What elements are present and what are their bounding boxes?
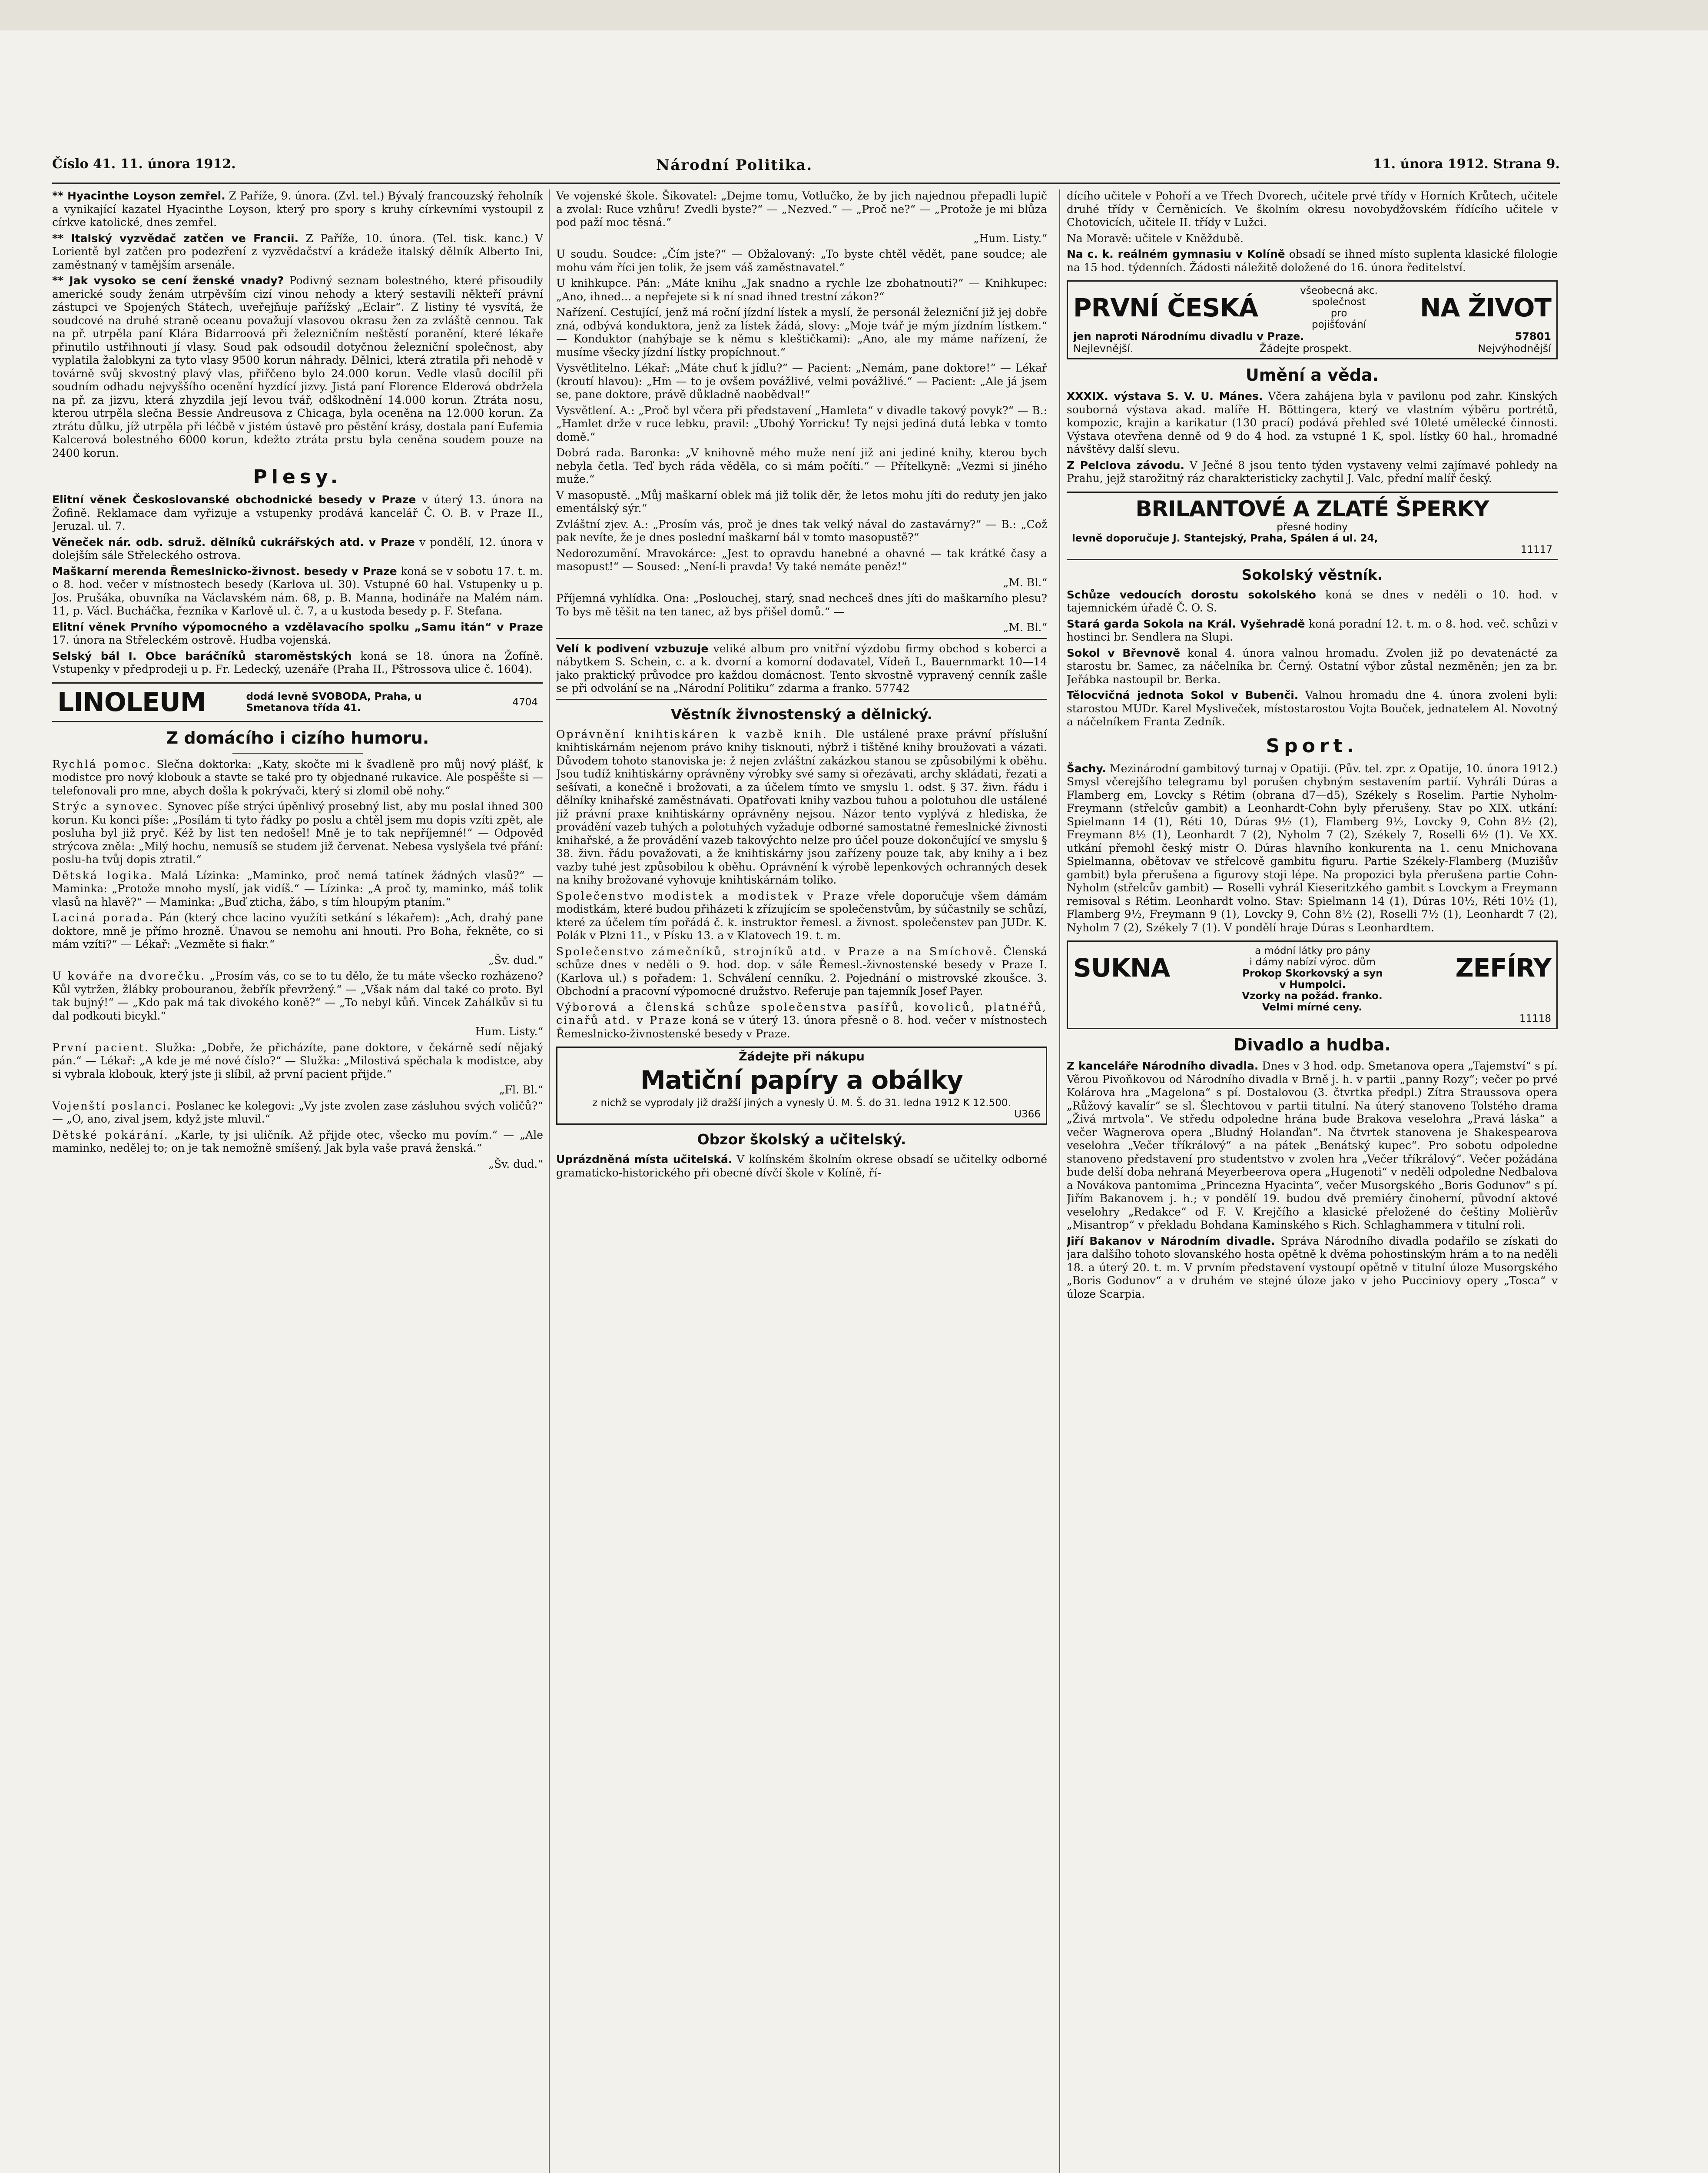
cloth-company: a módní látky pro pány i dámy nabízí výroc. dům Prokop Skorkovský a syn v Humpolci. [1242,945,1383,990]
section-title-sport: Sport. [1266,734,1359,757]
section-title-humor: Z domácího i cizího humoru. [166,728,429,748]
trade-notice: Výborová a členská schůze společenstva pasířů, kovoliců, platnéřů, cinařů atd. v Praze koná se v úterý 13. února přesně o 8. hod. večer v místnostech Řemeslnicko-živnostenské besedy v Praze. [556,1000,1047,1040]
section-rule [556,638,1047,639]
culture-notice: Z Pelclova závodu. V Ječné 8 jsou tento týden vystaveny velmi zajímavé pohledy na Prahu, jejž starožitný ráz charakteristicky zachytil J. Valc, přední malíř český. [1067,459,1558,485]
joke: U kováře na dvorečku. „Prosím vás, co se to tu dělo, že tu máte všecko rozházeno? Kůl vytržen, žlábky probouranou, žebřík převržený.“ — „Však nám dal také co proto. Byl tak bujný!“ — „Kdo pak má tak divokého koně?“ — „To nebyl kůň. Vincek Zahálkův si tu dal podkouti bicykl.“ [52,970,543,1022]
insurance-wordmark-right: NA ŽIVOT [1420,293,1551,322]
advert-kicker: Žádejte při nákupu [739,1050,865,1063]
joke: Dobrá rada. Baronka: „V knihovně mého muže není již ani jediné knihy, kterou bych nebyla četla. Teď bych ráda věděla, co si mám počíti.“ — Přítelkyně: „Vezmi si jiného muže.“ [556,446,1047,485]
linoleum-wordmark: LINOLEUM [57,687,206,718]
joke: U soudu. Soudce: „Čím jste?“ — Obžalovaný: „To byste chtěl vědět, pane soudce; ale mohu vám říci jen tolik, že jsem váš zaměstnavatel.“ [556,248,1047,274]
joke: Dětské pokárání. „Karle, ty jsi uličník. Až přijde otec, všecko mu povím.“ — „Ale maminko, nedělej to; on je tak nemožně smíšený. Jak byla vaše pravá ženská.“ [52,1128,543,1154]
advert-number: 4704 [512,696,538,708]
section-title-plesy: Plesy. [253,466,342,488]
advert-number: 11117 [1520,544,1552,555]
column-1 [52,189,543,2173]
jewellery-advert [1067,492,1558,560]
section-title-divadlo: Divadlo a hudba. [1233,1035,1391,1054]
cloth-wordmark-left: SUKNA [1073,953,1170,983]
jewellery-headline: BRILANTOVÉ A ZLATÉ ŠPERKY [1135,496,1489,522]
advert-body: z nichž se vyprodaly již dražší jiných a vynesly Ú. M. Š. do 31. ledna 1912 K 12.500. [592,1097,1011,1109]
cloth-advert [1067,940,1558,1029]
school-notice: Na c. k. reálném gymnasiu v Kolíně obsadí se ihned místo suplenta klasické filologie na 15 hod. týdenních. Žádosti náležitě doložené do 16. února ředitelství. [1067,248,1558,274]
column-divider [549,189,550,2173]
section-rule [556,699,1047,700]
page-header [52,156,1560,178]
linoleum-advert [52,682,543,722]
joke: Dětská logika. Malá Lízinka: „Maminko, proč nemá tatínek žádných vlasů?“ — Maminka: „Protože mnoho myslí, jak vidíš.“ — Lízinka: „A proč ty, maminko, máš tolik vlasů na hlavě?“ — Maminka: „Buď zticha, žábo, s tím hloupým ptaním.“ [52,869,543,908]
insurance-address: jen naproti Národnímu divadlu v Praze. 57801 [1073,330,1551,342]
ball-notice: Maškarní merenda Řemeslnicko-živnost. besedy v Praze koná se v sobotu 17. t. m. o 8. hod. večer v místnostech besedy (Karlova ul. 30). Vstupné 60 hal. Vstupenky u p. Jos. Prušáka, obuvníka na Václavském nám. 68, p. B. Manna, hodináře na Malém nám. 11, p. Václ. Bucháčka, řezníka v Karlově ul. č. 7, a u kustoda besedy p. F. Stefana. [52,565,543,617]
joke: Vojenští poslanci. Poslanec ke kolegovi: „Vy jste zvolen zase zásluhou svých voličů?“ — „O, ano, zival jsem, když jste mluvil.“ [52,1099,543,1125]
school-notice: Uprázdněná místa učitelská. V kolínském školním okrese obsadí se učitelky odborné gramaticko-historického při obecné dívčí škole v Kolíně, ří- [556,1153,1047,1179]
schein-advert: Velí k podivení vzbuzuje veliké album pro vnitřní výzdobu firmy obchod s koberci a nábytkem S. Schein, c. a k. dvorní a komorní dodavatel, Vídeň I., Bauernmarkt 10—14 jako praktický průvodce pro každou domácnost. Tento skvostně vypravený cenník zašle se při odvolání se na „Národní Politiku“ zdarma a franko. 57742 [556,642,1047,694]
insurance-wordmark-left: PRVNÍ ČESKÁ [1073,293,1258,322]
ball-notice: Věneček nár. odb. sdruž. dělníků cukrářských atd. v Praze v pondělí, 12. února v dolejším sále Střeleckého ostrova. [52,535,543,562]
advert-headline: Matiční papíry a obálky [640,1065,963,1095]
header-rule [52,183,1560,184]
joke-source: „Šv. dud.“ [488,954,543,967]
ball-notice: Elitní věnek Českoslovanské obchodnické besedy v Praze v úterý 13. února na Žofině. Reklamace dam vyřizuje a vstupenky prodává kancelář Č. O. B. v Praze II., Jeruzal. ul. 7. [52,493,543,532]
news-item: ** Italský vyzvědač zatčen ve Francii. Z Paříže, 10. února. (Tel. tisk. kanc.) V Lorientě byl zatčen pro podezření z vyzvědačství a krádeže italský dělník Alberto Ini, zaměstnaný v tamějším arsenále. [52,232,543,271]
news-item: ** Jak vysoko se cení ženské vnady? Podivný seznam bolestného, které přisoudily americké soudy ženám utrpěvším cizí vinou nehody a který sestavili někteří právní zástupci ve Spojených Státech, uveřejňuje pařížský „Eclair“. Z listiny té vysvítá, že soudcové na druhé straně oceanu považují vlasovou okrasu žen za zvláště cennou. Tak na př. utrpěla paní Klára Bidarroová při železničním neštěstí poranění, které lékaře přinutilo ustřihnouti jí vlasy. Soud pak odsoudil dotyčnou železniční společnost, aby vyplatila žalobkyni za tyto vlasy 9500 korun náhrady. Dělnici, která ztratila při nehodě v továrně svůj skvostný plavý vlas, přiřčeno bylo 24.000 korun. Vedle vlasů docílil při soudním odhadu nejvyššího ocenění hyzdící jizvy. Jistá paní Florence Elderová obdržela na př. za jizvu, která zhyzdila její levou tvář, odškodnění 14.000 korun. Ztráta nosu, kterou utrpěla slečna Bessie Andreusova z Chicaga, byla oceněna na 12.000 korun. Za ztrátu důlku, jíž utrpěla při léčbě v jistém ústavě pro pěstění krásy, dostala paní Eufemia Kalcerová bolestného 6000 korun, kdežto ztráta prstu byla ceněna soudem pouze na 2400 korun. [52,274,543,459]
trade-notice: Oprávnění knihtiskáren k vazbě knih. Dle ustálené praxe právní příslušní knihtiskárnám nejenom právo knihy tisknouti, nýbrž i tištěné knihy broužovati a vázati. Důvodem tohoto stanoviska je: ž nejen zvláštní zakázkou stanou se způsobilými k oběhu. Jsou tudíž knihtiskárny oprávněny výrobky své samy si ořezávati, archy skládati, řezati a sešívati, a konečně i brožovati, a za účelem tímto ve smyslu 1. odst. § 37. živn. řádu i dělníky knihařské zaměstnávati. Opatřovati knihy vazbou tuhou a polotuhou dle ustálené již právní praxe knihtiskárny oprávněny nejsou. Názor tento vyplývá z hlediska, že provádění vazeb tuhých a polotuhých vyžaduje odborné samostatné řemeslnické živnosti knihařské, a že provádění vazeb takovýchto nelze pro účel pouze dokončující ve smyslu § 38. živn. řádu považovati, a že knihtiskárny jsou zařízeny pouze tak, aby knihy a i bez vazby tuhé jest způsobilou k oběhu. Oprávnění k výrobě lepenkových ochranných desek na knihy brožované vyhovuje knihtiskárnám toliko. [556,728,1047,886]
jewellery-dealer: levně doporučuje J. Stantejský, Praha, Spálen á ul. 24, [1072,532,1378,544]
cloth-samples: Vzorky na požád. franko. [1242,990,1383,1002]
ball-notice: Elitní věnek Prvního výpomocného a vzdělavacího spolku „Samu itán“ v Praze 17. února na Střeleckém ostrově. Hudba vojenská. [52,620,543,646]
joke: Ve vojenské škole. Šikovatel: „Dejme tomu, Votlučko, že by jich najednou přepadli lupič a zvolal: Ruce vzhůru! Zvedli byste?“ — „Nezved.“ — „Proč ne?“ — „Protože je mi blůza pod paží moc těsná.“ [556,189,1047,229]
sokol-notice: Sokol v Břevnově konal 4. února valnou hromadu. Zvolen již po devatenácté za starostu br. Samec, za náčelníka br. Černý. Ostatní výbor zůstal nezměněn; jen za br. Jeřábka nastoupil br. Berka. [1067,646,1558,686]
school-notice: Na Moravě: učitele v Kněždubě. [1067,232,1244,245]
joke-source: „M. Bl.“ [1003,576,1047,589]
sokol-notice: Tělocvičná jednota Sokol v Bubenči. Valnou hromadu dne 4. února zvoleni byli: starostou MUDr. Karel Mysliveček, místostarostou Vojta Bouček, jednatelem Al. Novotný a náčelníkem Franta Zedník. [1067,689,1558,728]
joke-source: „Fl. Bl.“ [499,1083,543,1096]
school-notice: dícího učitele v Pohoří a ve Třech Dvorech, učitele prvé třídy v Horních Krůtech, učitele druhé třídy v Černěnicích. Ve školním okresu novobydžovském řídícího učitele v Chotovicích, učitele II. třídy v Lužci. [1067,189,1558,229]
joke: V masopustě. „Můj maškarní oblek má již tolik děr, že letos mohu jíti do reduty jen jako ementálský sýr.“ [556,488,1047,515]
joke-source: Hum. Listy.“ [475,1025,543,1038]
issue-number-date: Číslo 41. 11. února 1912. [52,156,236,172]
trade-notice: Společenstvo modistek a modistek v Praze vřele doporučuje všem dámám modistkám, které budou přiházeti k zřízujícím se společenstvům, by súčastnily se schůzí, které za účelem tím pořádá č. k. instruktor řemesl. a živnost. společenstev pan JUDr. K. Polák v Plzni 11., v Písku 13. a v Klatovech 19. t. m. [556,889,1047,942]
joke: Laciná porada. Pán (který chce lacino využíti setkání s lékařem): „Ach, drahý pane doktore, mně je přímo hrozně. Únavou se nemohu ani hnouti. Pro Boha, řekněte, co si mám vzíti?“ — Lékař: „Vezměte si fiakr.“ [52,911,543,950]
masthead-title: Národní Politika. [656,156,813,174]
section-title-vestnik: Věstník živnostenský a dělnický. [670,705,933,723]
joke: Vysvětlení. A.: „Proč byl včera při představení „Hamleta“ v divadle takový povyk?“ — B.: „Hamlet drže v ruce lebku, pravil: „Ubohý Yorricku! Ty nejsi jediná dutá lebka v tomto domě.“ [556,404,1047,443]
section-title-obzor: Obzor školský a učitelský. [697,1131,906,1148]
joke-source: „Šv. dud.“ [488,1157,543,1170]
section-title-umeni: Umění a věda. [1245,365,1379,385]
joke-source: „Hum. Listy.“ [973,232,1047,245]
linoleum-dealer: dodá levně SVOBODA, Praha, u Smetanova třída 41. [246,691,422,714]
section-title-sokol: Sokolský věstník. [1241,566,1383,583]
news-item: ** Hyacinthe Loyson zemřel. Z Paříže, 9. února. (Zvl. tel.) Bývalý francouzský řeholník a vynikající kazatel Hyacinthe Loyson, který pro spory s kruhy církevními vystoupil z církve katolické, dnes zemřel. [52,189,543,229]
theatre-notice: Z kanceláře Národního divadla. Dnes v 3 hod. odp. Smetanova opera „Tajemství“ s pí. Věrou Pivoňkovou od Národního divadla v Brně j. h. v partii „panny Rozy“; večer po prvé Kolárova hra „Magelona“ s pí. Dostalovou (3. čtvrtka předpl.) Zítra Straussova opera „Růžový kavalír“ se sl. Šlechtovou v partii titulní. Na úterý stanoveno Tolstého drama „Živá mrtvola“. Ve středu odpoledne hrána bude Brakova veselohra „Pravá láska“ a večer Wagnerova opera „Bludný Holanďan“. Na čtvrtek stanovena je Shakespearova veselohra „Večer tříkrálový“ a na pátek „Benátský kupec“. Pro sobotu odpoledne stanoveno představení pro studentstvo v zvolen hra „Večer tříkrálový“. Večer požádána bude delší doba nehraná Meyerbeerova opera „Hugenoti“ v neděli odpoledne Nedbalova a Novákova pantomima „Princezna Hyacinta“, večer Musorgského „Boris Godunov“ s pí. Jiřím Bakanovem j. h.; v pondělí 19. budou dvě premiéry činoherní, původní aktové veselohry „Redakce“ od F. V. Krejčího a klasické přeložené do češtiny Molièrův „Misantrop“ v překladu Bohdana Kaminského s Rich. Schlaghammera v titulní roli. [1067,1060,1558,1231]
cloth-prices: Velmi mírné ceny. [1262,1002,1363,1013]
advert-number: U366 [1014,1109,1041,1120]
joke: Nedorozumění. Mravokárce: „Jest to opravdu hanebné a ohavné — tak krátké časy a masopust!“ — Soused: „Není-li pravda! Vy také nemáte peněz!“ [556,547,1047,573]
insurance-advert [1067,280,1558,359]
joke-source: „M. Bl.“ [1003,621,1047,634]
joke: Strýc a synovec. Synovec píše strýci úpěnlivý prosebný list, aby mu poslal ihned 300 korun. Ku konci píše: „Posílám ti tyto řádky po poslu a chtěl jsem mu dopis vzíti zpět, ale posluha byl již pryč. Kéž by list ten nedošel! Mně je to tak nepříjemné!“ — Odpověď strýcova zněla: „Milý hochu, nemusíš se studem již červenat. Nebesa vyslyšela tvé přání: poslu-ha tvůj dopis ztratil.“ [52,800,543,866]
column-divider [1059,189,1060,2173]
column-3 [1067,189,1558,2173]
scan-top-edge [0,0,1708,30]
cloth-wordmark-right: ZEFÍRY [1455,953,1551,983]
insurance-taglines: Nejlevnější. Žádejte prospekt. Nejvýhodnější [1073,342,1551,355]
chess-report: Šachy. Mezinárodní gambitový turnaj v Opatiji. (Pův. tel. zpr. z Opatije, 10. února 1912.) Smysl včerejšího telegramu byl porušen chybným sestavením partií. Vyhráli Dúras a Flamberg em, Lovcky s Rétim (obrana d7—d5), Székely s Roselim. Partie Nyholm-Freymann (střelcův gambit) a Leonhardt-Cohn byly přerušeny. Stav po XIX. utkání: Spielmann 14 (1), Réti 10, Dúras 9½ (1), Flamberg 9½, Lovcky 9, Cohn 8½ (2), Freymann 8½ (1), Leonhardt 7 (2), Nyholm 7 (2), Székely 7, Roselli 6½ (1). Ve XX. utkání přemohl český mistr O. Dúras hlavního konkurenta na 1. cenu Mnichovana Spielmanna, obětovav ve střelcově gambitu figuru. Partie Székely-Flamberg (Muzišův gambit) byla přerušena a figurovy stoji lépe. Na propozici byla přerušena partie Cohn-Nyholm (střelcův gambit) — Roselli vyhrál Kieseritzkého gambit s Lovckym a Freymann remisoval s Rétim. Leonhardt volno. Stav: Spielmann 14 (1), Dúras 10½, Réti 10½ (1), Flamberg 9½, Freymann 9 (1), Lovcky 9, Cohn 8½ (2), Roselli 7½ (1), Leonhardt 7 (2), Nyholm 7 (2), Székely 7 (1). V pondělí hraje Dúras s Leonhardtem. [1067,762,1558,934]
joke: Rychlá pomoc. Slečna doktorka: „Katy, skočte mi k švadleně pro můj nový plášť, k modistce pro nový klobouk a stavte se také pro ty objednané rukavice. Ale pospěšte si — telefonovali pro mne, abych došla k pokrývači, který si zlomil obě nohy.“ [52,758,543,797]
joke: První pacient. Služka: „Dobře, že přicházíte, pane doktore, v čekárně sedí nějaký pán.“ — Lékař: „A kde je mé nové číslo?“ — Služka: „Milostivá spěchala k modistce, aby si vybrala klobouk, který jste ji slíbil, až první pacient přijde.“ [52,1041,543,1080]
jewellery-subline: přesné hodiny [1277,521,1348,533]
ball-notice: Selský bál I. Obce baráčníků staroměstských koná se 18. února na Žofíně. Vstupenky v předprodeji u p. Fr. Ledecký, uzenáře (Praha II., Pštrossova ulice č. 1604). [52,649,543,675]
sokol-notice: Stará garda Sokola na Král. Vyšehradě koná poradní 12. t. m. o 8. hod. več. schůzi v hostinci br. Sendlera na Slupi. [1067,617,1558,643]
joke: Nařízení. Cestující, jenž má roční jízdní lístek a myslí, že personál železniční již jej dobře zná, odbývá konduktora, jenž za lístek žádá, slovy: „Moje tvář je mým jízdním lístkem.“ — Konduktor (nahýbaje se k němu s kleštičkami): „Ano, ale my máme nařízení, že musíme všecky jízdní lístky propíchnout.“ [556,306,1047,359]
sokol-notice: Schůze vedoucích dorostu sokolského koná se dnes v neděli o 10. hod. v tajemnickém úřadě Č. O. S. [1067,588,1558,614]
joke: Zvláštní zjev. A.: „Prosím vás, proč je dnes tak velký nával do zastavárny?“ — B.: „Což pak nevíte, že je dnes poslední maškarní bál v tomto masopustě?“ [556,518,1047,544]
section-rule [232,753,363,754]
culture-notice: XXXIX. výstava S. V. U. Mánes. Včera zahájena byla v pavilonu pod zahr. Kinských souborná výstava akad. malíře H. Böttingera, který ve vlastním výběru portrétů, kompozic, krajin a karikatur (130 prací) podává přehled své 10leté umělecké činnosti. Výstava otevřena denně od 9 do 4 hod. za vstupné 1 K, spol. lístky 60 hal., hromadné návštěvy další slevu. [1067,390,1558,455]
joke: U knihkupce. Pán: „Máte knihu „Jak snadno a rychle lze zbohatnouti?“ — Knihkupec: „Ano, ihned... a nepřejete si k ní snad ihned trestní zákon?“ [556,277,1047,303]
maticni-papiry-advert [556,1047,1047,1125]
trade-notice: Společenstvo zámečníků, strojníků atd. v Praze a na Smíchově. Členská schůze dnes v neděli o 9. hod. dop. v sále Řemesl.-živnostenské besedy v Praze I. (Karlova ul.) s pořadem: 1. Schválení cenníku. 2. Pojednání o mistrovské zkoušce. 3. Obchodní a pracovní výpomocné družstvo. Referuje pan tajemník Josef Payer. [556,945,1047,997]
theatre-notice: Jiří Bakanov v Národním divadle. Správa Národního divadla podařilo se získati do jara dalšího tohoto slovanského hosta opětně k dvěma pohostinským hrám a to na neděli 18. a úterý 20. t. m. V prvním představení vystoupí opětně v titulní úloze Musorgského „Boris Godunov“ a v druhém ve stejné úloze jako v jeho Pucciniovy opery „Tosca“ v úloze Scarpia. [1067,1234,1558,1300]
advert-number: 11118 [1519,1013,1551,1024]
date-page-number: 11. února 1912. Strana 9. [1373,156,1560,172]
insurance-company-type: všeobecná akc. společnost pro pojišťování [1300,285,1378,330]
column-2 [556,189,1047,2173]
joke: Příjemná vyhlídka. Ona: „Poslouchej, starý, snad nechceš dnes jíti do maškarního plesu? To bys mě těšit na ten tanec, až bys přišel domů.“ — [556,592,1047,618]
joke: Vysvětlitelno. Lékař: „Máte chuť k jídlu?“ — Pacient: „Nemám, pane doktore!“ — Lékař (kroutí hlavou): „Hm — to je ovšem povážlivé, velmi povážlivé.“ — Pacient: „Ale já jsem se, pane doktore, právě důkladně naobědval!“ [556,362,1047,401]
